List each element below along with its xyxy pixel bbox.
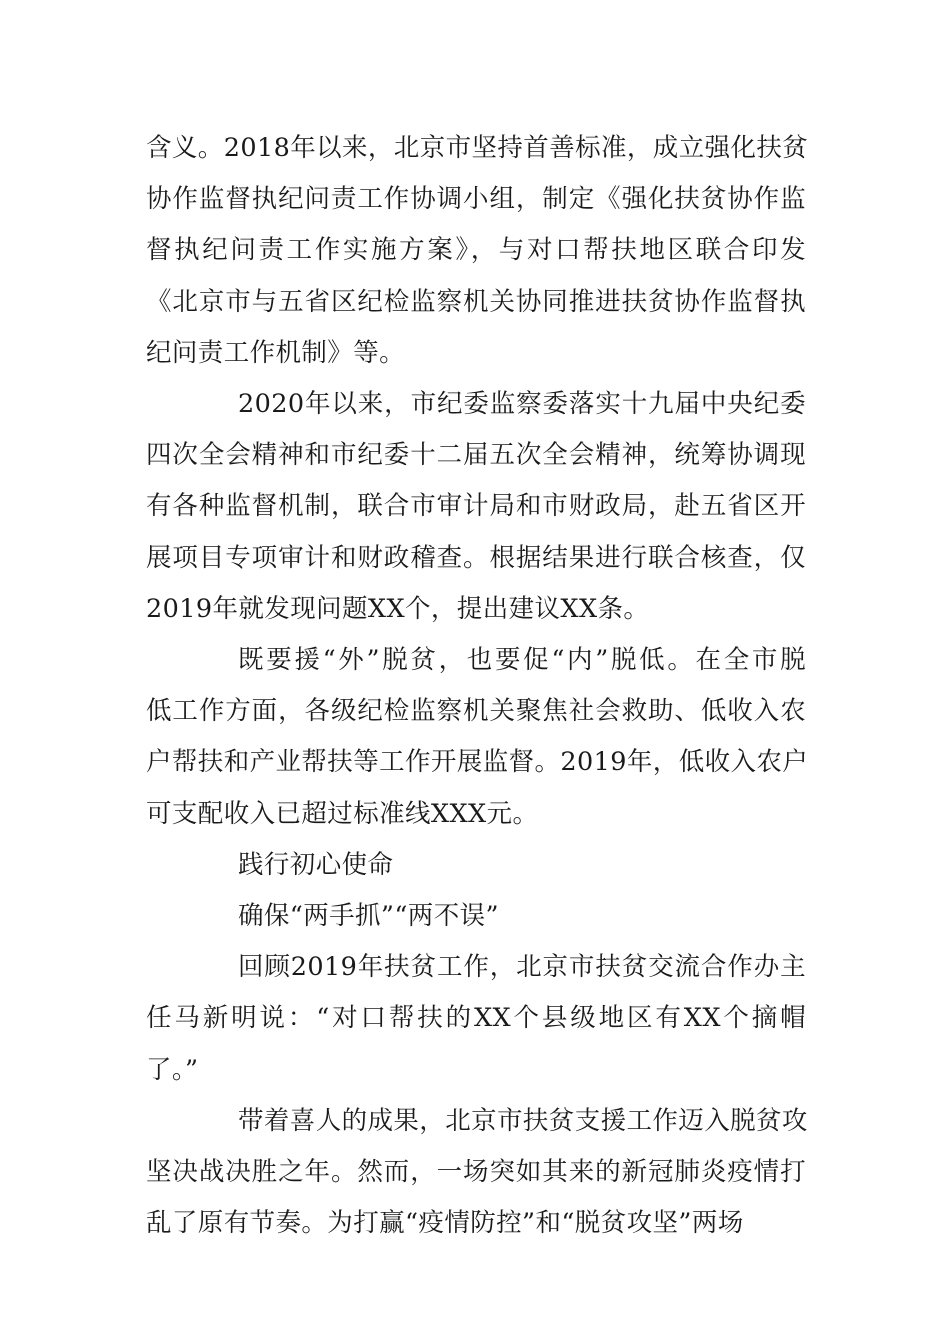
text-line: 《北京市与五省区纪检监察机关协同推进扶贫协作监督执 (146, 286, 806, 317)
text-line: 任马新明说：“对口帮扶的XX个县级地区有XX个摘帽 (146, 1003, 806, 1034)
paragraph-p1 (146, 123, 809, 379)
text-line: 低工作方面，各级纪检监察机关聚焦社会救助、低收入农 (146, 696, 806, 727)
text-line: 2020年以来，市纪委监察委落实十九届中央纪委 (238, 389, 806, 420)
document-body (146, 123, 809, 1249)
paragraph-p7 (146, 1096, 806, 1250)
paragraph-p2 (146, 379, 806, 635)
paragraph-p3 (146, 635, 809, 840)
paragraph-p6 (146, 942, 806, 1096)
text-line: 乱了原有节奏。为打赢“疫情防控”和“脱贫攻坚”两场 (146, 1208, 744, 1239)
text-line: 践行初心使命 (238, 849, 394, 880)
text-line: 坚决战决胜之年。然而，一场突如其来的新冠肺炎疫情打 (146, 1157, 806, 1188)
text-line: 协作监督执纪问责工作协调小组，制定《强化扶贫协作监 (146, 184, 806, 215)
text-line: 可支配收入已超过标准线XXX元。 (146, 798, 539, 829)
text-line: 督执纪问责工作实施方案》，与对口帮扶地区联合印发 (146, 235, 806, 266)
text-line: 四次全会精神和市纪委十二届五次全会精神，统筹协调现 (146, 440, 806, 471)
text-line: 带着喜人的成果，北京市扶贫支援工作迈入脱贫攻 (238, 1105, 808, 1136)
text-line: 含义。2018年以来，北京市坚持首善标准，成立强化扶贫 (146, 133, 809, 163)
text-line: 了。” (146, 1054, 199, 1085)
text-line: 2019年就发现问题XX个，提出建议XX条。 (146, 593, 650, 624)
text-line: 有各种监督机制，联合市审计局和市财政局，赴五省区开 (146, 491, 806, 522)
paragraph-p5 (146, 891, 806, 942)
text-line: 确保“两手抓”“两不误” (238, 901, 499, 932)
text-line: 户帮扶和产业帮扶等工作开展监督。2019年，低收入农户 (146, 747, 809, 778)
text-line: 纪问责工作机制》等。 (146, 337, 406, 368)
text-line: 展项目专项审计和财政稽查。根据结果进行联合核查，仅 (146, 542, 806, 573)
text-line: 既要援“外”脱贫，也要促“内”脱低。在全市脱 (238, 645, 806, 676)
paragraph-p4 (146, 840, 806, 891)
text-line: 回顾2019年扶贫工作，北京市扶贫交流合作办主 (238, 952, 806, 983)
